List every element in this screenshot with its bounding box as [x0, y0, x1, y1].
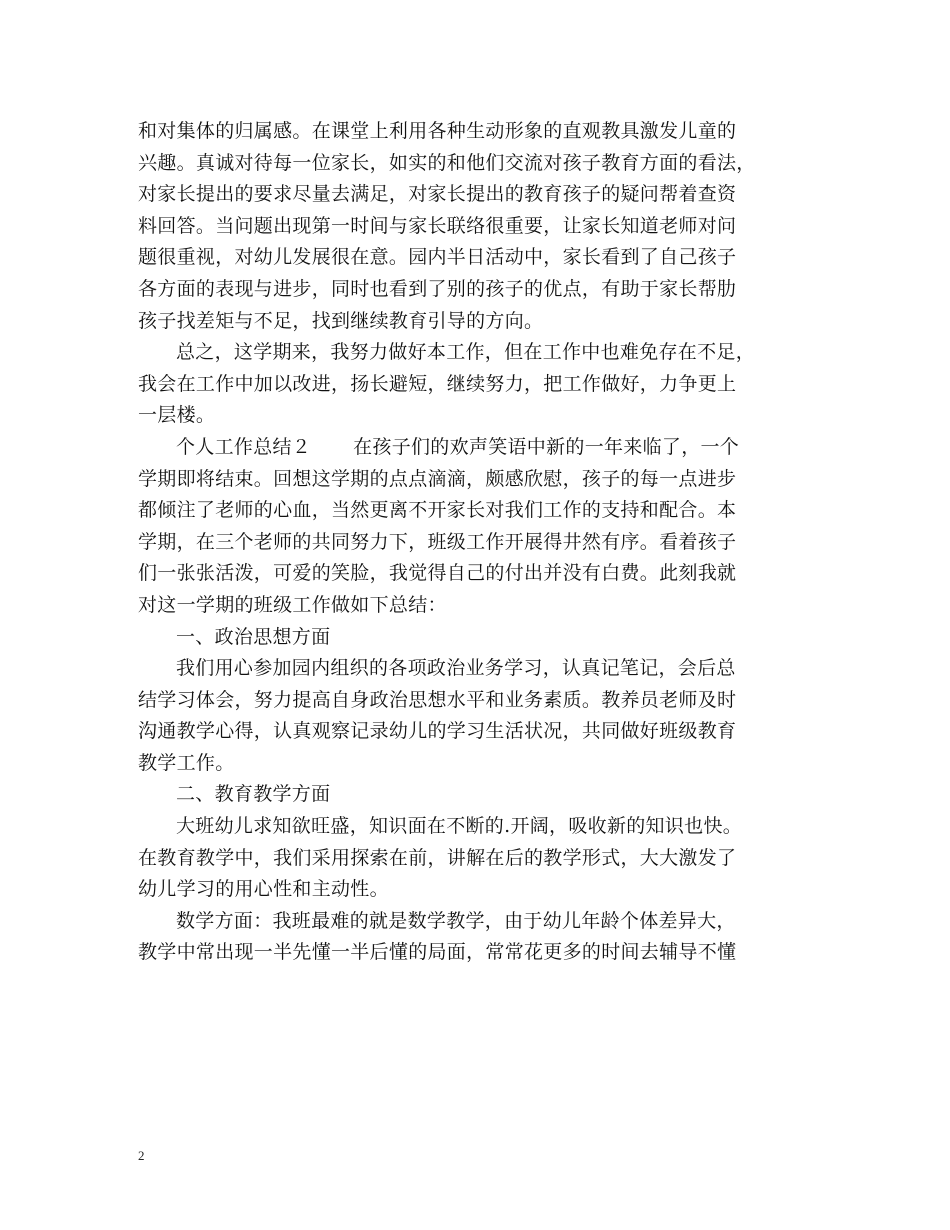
section-title-line [138, 432, 828, 464]
text-line: 对家长提出的要求尽量去满足，对家长提出的教育孩子的疑问帮着查资 [138, 183, 737, 206]
text-line: 沟通教学心得，认真观察记录幼儿的学习生活状况，共同做好班级教育 [138, 720, 737, 743]
text-line: 都倾注了老师的心血，当然更离不开家长对我们工作的支持和配合。本 [138, 499, 737, 522]
text-line: 幼儿学习的用心性和主动性。 [138, 878, 389, 901]
text-line: 兴趣。真诚对待每一位家长，如实的和他们交流对孩子教育方面的看法， [138, 151, 756, 174]
text-line: 学期，在三个老师的共同努力下，班级工作开展得井然有序。看着孩子 [138, 530, 737, 553]
text-line: 教学中常出现一半先懂一半后懂的局面，常常花更多的时间去辅导不懂 [138, 941, 737, 964]
text-line: 各方面的表现与进步，同时也看到了别的孩子的优点，有助于家长帮肋 [138, 277, 737, 300]
heading-line: 一、政治思想方面 [176, 625, 331, 648]
text-line: 结学习体会，努力提高自身政治思想水平和业务素质。教养员老师及时 [138, 688, 737, 711]
text-run: 在孩子们的欢声笑语中新的一年来临了，一个 [353, 435, 740, 458]
text-line: 在教育教学中，我们采用探索在前，讲解在后的教学形式，大大激发了 [138, 846, 737, 869]
section-title: 个人工作总结２ [176, 435, 312, 458]
text-line: 大班幼儿求知欲旺盛，知识面在不断的.开阔，吸收新的知识也快。 [176, 815, 743, 838]
page-number: 2 [138, 1148, 145, 1163]
text-line: 料回答。当问题出现第一时间与家长联络很重要，让家长知道老师对问 [138, 214, 737, 237]
heading-line: 二、教育教学方面 [176, 783, 331, 806]
text-line: 总之，这学期来，我努力做好本工作，但在工作中也难免存在不足， [176, 341, 756, 364]
text-line: 题很重视，对幼儿发展很在意。园内半日活动中，家长看到了自己孩子 [138, 246, 737, 269]
text-line: 一层楼。 [138, 404, 216, 427]
text-line: 教学工作。 [138, 751, 235, 774]
text-line: 和对集体的归属感。在课堂上利用各种生动形象的直观教具激发儿童的 [138, 120, 737, 142]
text-line: 我会在工作中加以改进，扬长避短，继续努力，把工作做好，力争更上 [138, 372, 737, 395]
text-line: 对这一学期的班级工作做如下总结： [138, 593, 447, 616]
text-line: 们一张张活泼，可爱的笑脸，我觉得自己的付出并没有白费。此刻我就 [138, 562, 737, 585]
text-line: 学期即将结束。回想这学期的点点滴滴，颇感欣慰，孩子的每一点进步 [138, 467, 737, 490]
text-line: 数学方面：我班最难的就是数学教学，由于幼儿年龄个体差异大， [176, 909, 736, 932]
document-body [138, 116, 828, 969]
text-line: 我们用心参加园内组织的各项政治业务学习，认真记笔记，会后总 [176, 657, 736, 680]
text-line: 孩子找差矩与不足，找到继续教育引导的方向。 [138, 309, 544, 332]
